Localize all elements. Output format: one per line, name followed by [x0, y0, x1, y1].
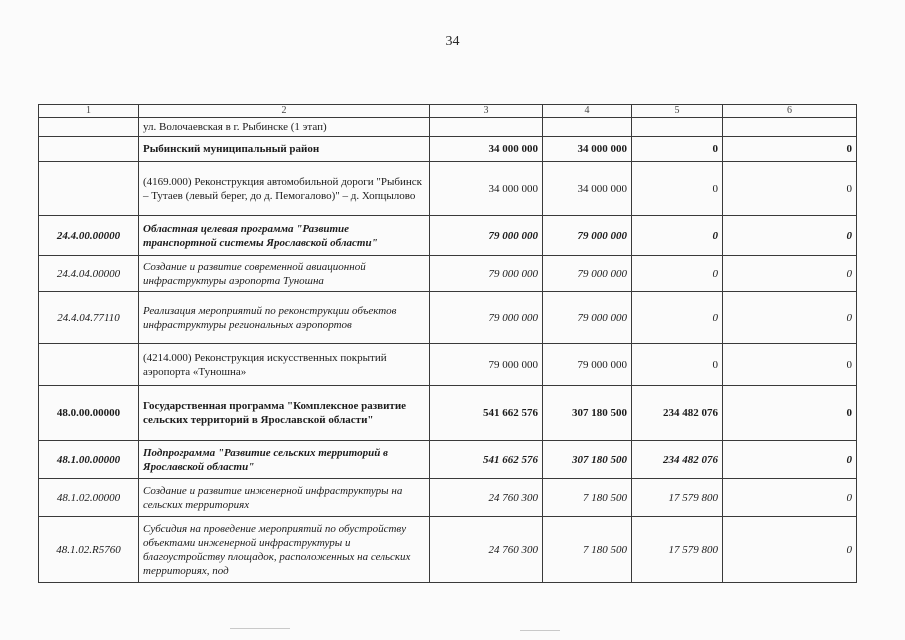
value-cell: 0 [723, 292, 857, 344]
value-cell: 0 [723, 162, 857, 216]
value-cell [430, 118, 543, 137]
header-col-5: 5 [632, 105, 723, 118]
table-row [39, 256, 857, 292]
value-cell: 79 000 000 [543, 344, 632, 386]
header-col-4: 4 [543, 105, 632, 118]
value-cell: 0 [632, 344, 723, 386]
budget-table [38, 104, 857, 583]
header-col-3: 3 [430, 105, 543, 118]
value-cell: 34 000 000 [543, 137, 632, 162]
value-cell: 24 760 300 [430, 517, 543, 583]
value-cell: 17 579 800 [632, 479, 723, 517]
scan-artifact [520, 630, 560, 631]
name-cell: Субсидия на проведение мероприятий по обустройству объектами инженерной инфраструктуры и благоустройству площадок, расположенных на сельских территориях, под [139, 517, 430, 583]
value-cell: 307 180 500 [543, 441, 632, 479]
value-cell [543, 118, 632, 137]
name-cell: Областная целевая программа "Развитие транспортной системы Ярославской области" [139, 216, 430, 256]
value-cell [723, 118, 857, 137]
header-row [39, 105, 857, 118]
value-cell [632, 118, 723, 137]
code-cell: 48.1.02.00000 [39, 479, 139, 517]
code-cell [39, 137, 139, 162]
code-cell: 48.1.02.R5760 [39, 517, 139, 583]
value-cell: 79 000 000 [430, 292, 543, 344]
value-cell: 0 [723, 517, 857, 583]
value-cell: 234 482 076 [632, 441, 723, 479]
table-row [39, 137, 857, 162]
value-cell: 7 180 500 [543, 479, 632, 517]
table-row [39, 441, 857, 479]
table-row [39, 292, 857, 344]
value-cell: 0 [632, 137, 723, 162]
value-cell: 0 [723, 344, 857, 386]
value-cell: 0 [632, 292, 723, 344]
value-cell: 24 760 300 [430, 479, 543, 517]
value-cell: 34 000 000 [430, 137, 543, 162]
value-cell: 0 [723, 386, 857, 441]
value-cell: 79 000 000 [430, 344, 543, 386]
value-cell: 541 662 576 [430, 441, 543, 479]
table-row [39, 344, 857, 386]
code-cell: 24.4.00.00000 [39, 216, 139, 256]
name-cell: Создание и развитие современной авиационной инфраструктуры аэропорта Туношна [139, 256, 430, 292]
value-cell: 17 579 800 [632, 517, 723, 583]
table-row [39, 517, 857, 583]
value-cell: 307 180 500 [543, 386, 632, 441]
scan-artifact [230, 628, 290, 629]
value-cell: 79 000 000 [543, 216, 632, 256]
value-cell: 79 000 000 [543, 256, 632, 292]
header-col-1: 1 [39, 105, 139, 118]
value-cell: 0 [632, 256, 723, 292]
value-cell: 34 000 000 [543, 162, 632, 216]
code-cell: 48.0.00.00000 [39, 386, 139, 441]
header-col-2: 2 [139, 105, 430, 118]
value-cell: 34 000 000 [430, 162, 543, 216]
code-cell [39, 344, 139, 386]
code-cell [39, 118, 139, 137]
name-cell: Реализация мероприятий по реконструкции объектов инфраструктуры региональных аэропортов [139, 292, 430, 344]
code-cell: 24.4.04.00000 [39, 256, 139, 292]
name-cell: Подпрограмма "Развитие сельских территорий в Ярославской области" [139, 441, 430, 479]
code-cell: 48.1.00.00000 [39, 441, 139, 479]
value-cell: 0 [632, 162, 723, 216]
table-row [39, 386, 857, 441]
header-col-6: 6 [723, 105, 857, 118]
page-number: 34 [445, 34, 460, 49]
value-cell: 234 482 076 [632, 386, 723, 441]
code-cell [39, 162, 139, 216]
value-cell: 0 [723, 137, 857, 162]
value-cell: 79 000 000 [430, 216, 543, 256]
table-row [39, 216, 857, 256]
value-cell: 0 [632, 216, 723, 256]
value-cell: 0 [723, 216, 857, 256]
value-cell: 79 000 000 [543, 292, 632, 344]
name-cell: (4214.000) Реконструкция искусственных покрытий аэропорта «Туношна» [139, 344, 430, 386]
value-cell: 79 000 000 [430, 256, 543, 292]
name-cell: Государственная программа "Комплексное развитие сельских территорий в Ярославской области" [139, 386, 430, 441]
table-row [39, 162, 857, 216]
name-cell: Рыбинский муниципальный район [139, 137, 430, 162]
value-cell: 7 180 500 [543, 517, 632, 583]
name-cell: (4169.000) Реконструкция автомобильной дороги "Рыбинск – Тутаев (левый берег, до д. Пемогалово)" – д. Хопцылово [139, 162, 430, 216]
table-row [39, 479, 857, 517]
value-cell: 541 662 576 [430, 386, 543, 441]
name-cell: Создание и развитие инженерной инфраструктуры на сельских территориях [139, 479, 430, 517]
value-cell: 0 [723, 256, 857, 292]
name-cell: ул. Волочаевская в г. Рыбинске (1 этап) [139, 118, 430, 137]
value-cell: 0 [723, 441, 857, 479]
value-cell: 0 [723, 479, 857, 517]
code-cell: 24.4.04.77110 [39, 292, 139, 344]
table-row [39, 118, 857, 137]
